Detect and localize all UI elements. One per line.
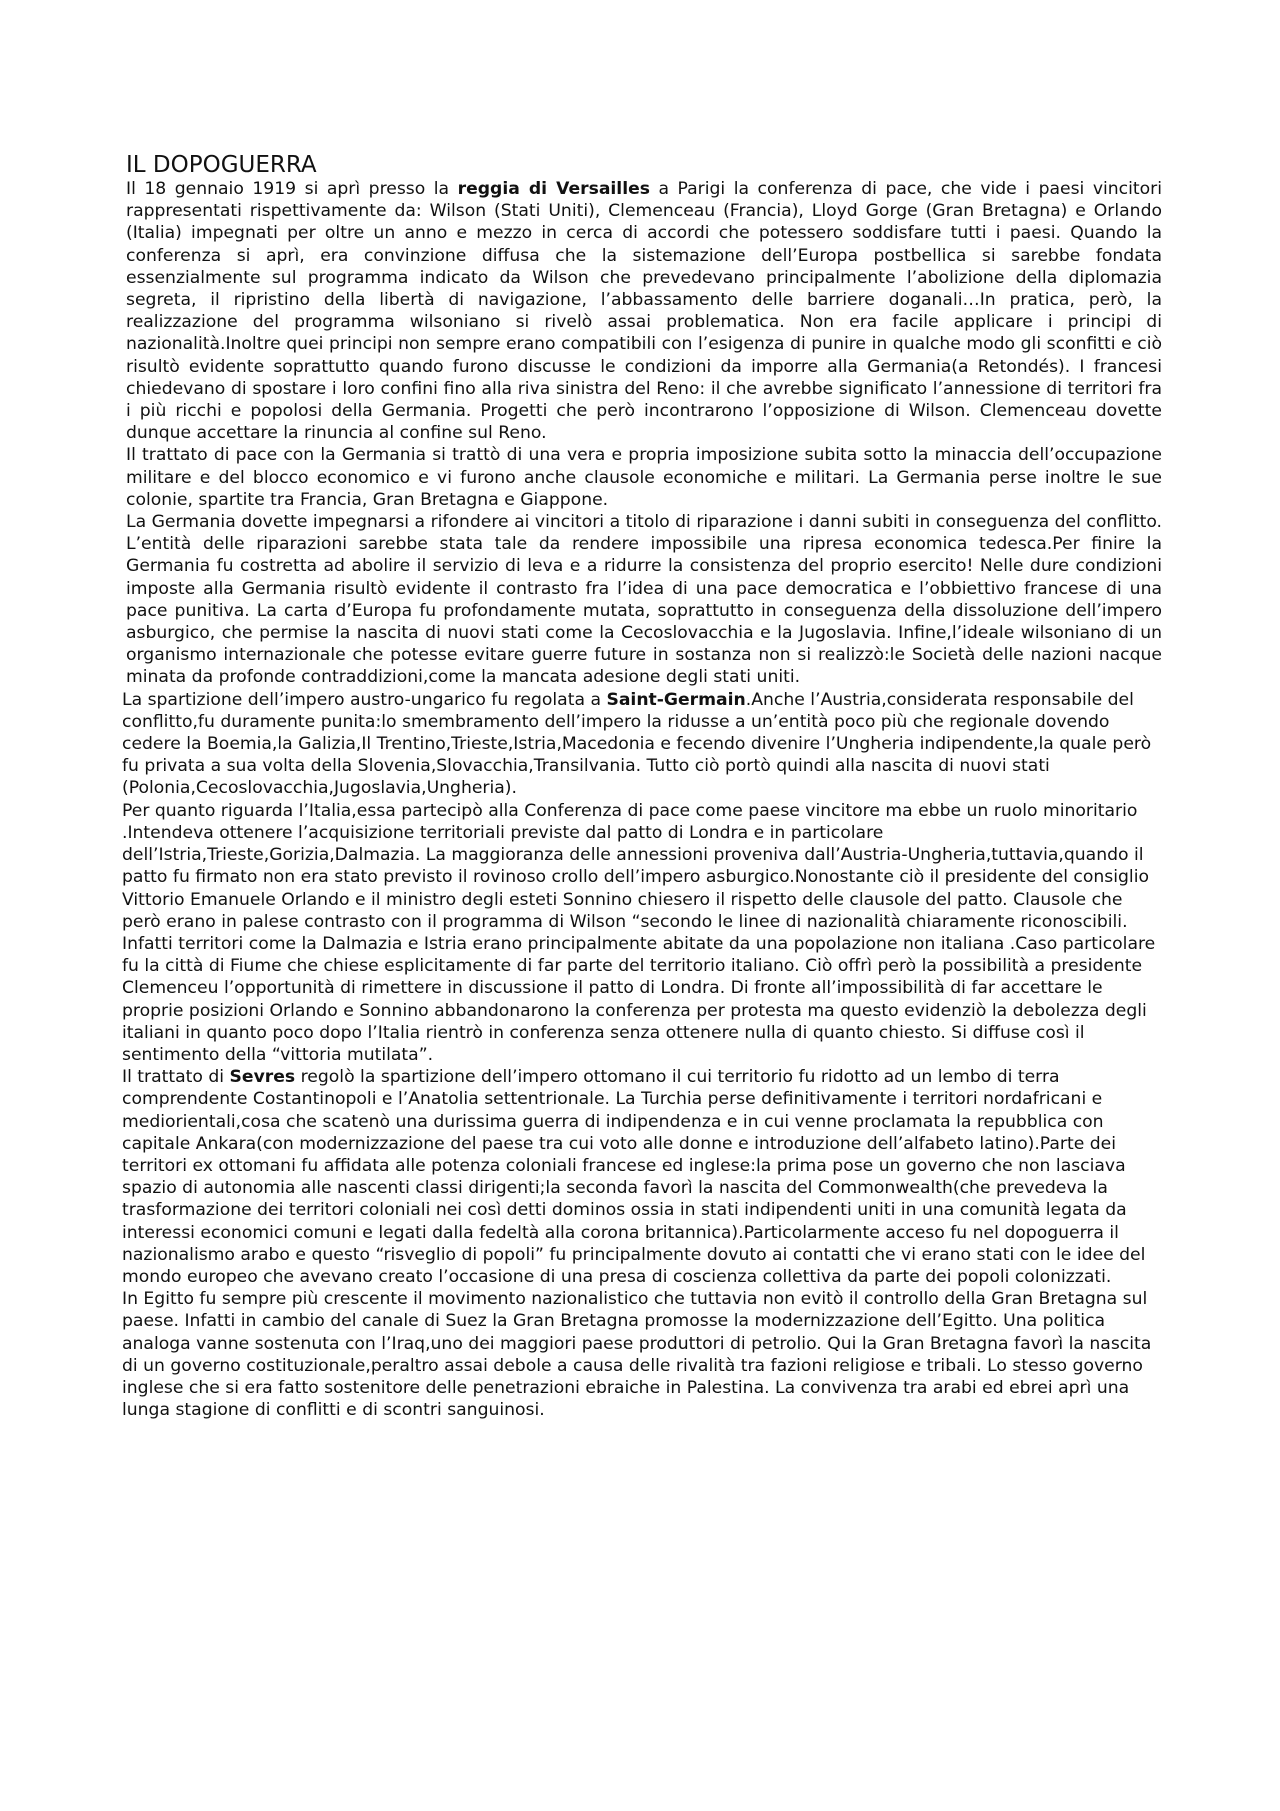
paragraph-saint-germain-text-end: .Anche l’Austria,considerata responsabile del conflitto,fu duramente punita:lo smembramento dell’impero la ridusse a un’entità poco più che regionale dovendo cedere la Boemia,la Galizia,Il Trentino,Trieste,Istria,Macedonia e fecendo divenire l’Ungheria indipendente,la quale però fu privata a sua volta della Slovenia,Slovacchia,Transilvania. Tutto ciò portò quindi alla nascita di nuovi stati (Polonia,Cecoslovacchia,Jugoslavia,Ungheria). <box>122 689 1152 799</box>
paragraph-sevres-text-start: Il trattato di <box>122 1067 230 1088</box>
paragraph-sevres <box>122 1066 1162 1288</box>
paragraph-italy: Per quanto riguarda l’Italia,essa partecipò alla Conferenza di pace come paese vincitore ma ebbe un ruolo minoritario .Intendeva ottenere l’acquisizione territoriali previste dal patto di Londra e in particolare dell’Istria,Trieste,Gorizia,Dalmazia. La maggioranza delle annessioni proveniva dall’Austria-Ungheria,tuttavia,quando il patto fu firmato non era stato previsto il rovinoso crollo dell’impero asburgico.Nonostante ciò il presidente del consiglio Vittorio Emanuele Orlando e il ministro degli esteti Sonnino chiesero il rispetto delle clausole del patto. Clausole che però erano in palese contrasto con il programma di Wilson “secondo le linee di nazionalità chiaramente riconoscibili. Infatti territori come la Dalmazia e Istria erano principalmente abitate da una popolazione non italiana .Caso particolare fu la città di Fiume che chiese esplicitamente di far parte del territorio italiano. Ciò offrì però la possibilità a presidente Clemenceu l’opportunità di rimettere in discussione il patto di Londra. Di fronte all’impossibilità di far accettare le proprie posizioni Orlando e Sonnino abbandonarono la conferenza per protesta ma questo evidenziò la debolezza degli italiani in quanto poco dopo l’Italia rientrò in conferenza senza ottenere nulla di quanto chiesto. Si diffuse così il sentimento della “vittoria mutilata”. <box>122 800 1156 1065</box>
paragraph-versailles-text-end: a Parigi la conferenza di pace, che vide i paesi vincitori rappresentati rispettivamente da: Wilson (Stati Uniti), Clemenceau (Francia), Lloyd Gorge (Gran Bretagna) e Orlando (Italia) impegnati per oltre un anno e mezzo in cerca di accordi che potessero soddisfare tutti i paesi. Quando la conferenza si aprì, era convinzione diffusa che la sistemazione dell’Europa postbellica si sarebbe fondata essenzialmente sul programma indicato da Wilson che prevedevano principalmente l’abolizione della diplomazia segreta, il ripristino della libertà di navigazione, l’abbassamento delle barriere doganali…In pratica, però, la realizzazione del programma wilsoniano si rivelò assai problematica. Non era facile applicare i principi di nazionalità.Inoltre quei principi non sempre erano compatibili con l’esigenza di punire in qualche modo gli sconfitti e ciò risultò evidente soprattutto quando furono discusse le condizioni da imporre alla Germania(a Retondés). I francesi chiedevano di spostare i loro confini fino alla riva sinistra del Reno: il che avrebbe significato l’annessione di territori fra i più ricchi e popolosi della Germania. Progetti che però incontrarono l’opposizione di Wilson. Clemenceau dovette dunque accettare la rinuncia al confine sul Reno. <box>126 179 1162 444</box>
paragraph-reparations: La Germania dovette impegnarsi a rifondere ai vincitori a titolo di riparazione i danni subiti in conseguenza del conflitto. L’entità delle riparazioni sarebbe stata tale da rendere impossibile una ripresa economica tedesca.Per finire la Germania fu costretta ad abolire il servizio di leva e a ridurre la consistenza del proprio esercito! Nelle dure condizioni imposte alla Germania risultò evidente il contrasto fra l’idea di una pace democratica e l’obbiettivo francese di una pace punitiva. La carta d’Europa fu profondamente mutata, soprattutto in conseguenza della dissoluzione dell’impero asburgico, che permise la nascita di nuovi stati come la Cecoslovacchia e la Jugoslavia. Infine,l’ideale wilsoniano di un organismo internazionale che potesse evitare guerre future in sostanza non si realizzò:le Società delle nazioni nacque minata da profonde contraddizioni,come la mancata adesione degli stati uniti. <box>126 512 1162 688</box>
document-body <box>122 152 1162 1421</box>
paragraph-sevres-text-end: regolò la spartizione dell’impero ottomano il cui territorio fu ridotto ad un lembo di terra comprendente Costantinopoli e l’Anatolia settentrionale. La Turchia perse definitivamente i territori nordafricani e mediorientali,cosa che scatenò una durissima guerra di indipendenza e in cui venne proclamata la repubblica con capitale Ankara(con modernizzazione del paese tra cui voto alle donne e introduzione dell’alfabeto latino).Parte dei territori ex ottomani fu affidata alle potenza coloniali francese ed inglese:la prima pose un governo che non lasciava spazio di autonomia alle nascenti classi dirigenti;la seconda favorì la nascita del Commonwealth(che prevedeva la trasformazione dei territori coloniali nei così detti dominos ossia in stati indipendenti uniti in una comunità legata da interessi economici comuni e legati dalla fedeltà alla corona britannica).Particolarmente acceso fu nel dopoguerra il nazionalismo arabo e questo “risveglio di popoli” fu principalmente dovuto ai contatti che vi erano stati con le idee del mondo europeo che avevano creato l’occasione di una presa di coscienza collettiva da parte dei popoli colonizzati. <box>122 1067 1146 1287</box>
paragraph-saint-germain <box>122 689 1162 800</box>
paragraph-versailles-text-start: Il 18 gennaio 1919 si aprì presso la <box>126 179 458 199</box>
paragraph-versailles-bold: reggia di Versailles <box>457 179 650 199</box>
paragraph-egypt: In Egitto fu sempre più crescente il movimento nazionalistico che tuttavia non evitò il controllo della Gran Bretagna sul paese. Infatti in cambio del canale di Suez la Gran Bretagna promosse la modernizzazione dell’Egitto. Una politica analoga vanne sostenuta con l’Iraq,uno dei maggiori paese produttori di petrolio. Qui la Gran Bretagna favorì la nascita di un governo costituzionale,peraltro assai debole a causa delle rivalità tra fazioni religiose e tribali. Lo stesso governo inglese che si era fatto sostenitore delle penetrazioni ebraiche in Palestina. La convivenza tra arabi ed ebrei aprì una lunga stagione di conflitti e di scontri sanguinosi. <box>122 1289 1152 1421</box>
paragraph-sevres-bold: Sevres <box>229 1067 296 1088</box>
paragraph-versailles <box>126 178 1162 444</box>
paragraph-saint-germain-bold: Saint-Germain <box>606 689 746 710</box>
paragraph-saint-germain-text-start: La spartizione dell’impero austro-ungarico fu regolata a <box>122 689 607 710</box>
page-title: IL DOPOGUERRA <box>126 152 317 178</box>
paragraph-treaty-germany: Il trattato di pace con la Germania si trattò di una vera e propria imposizione subita sotto la minaccia dell’occupazione militare e del blocco economico e vi furono anche clausole economiche e militari. La Germania perse inoltre le sue colonie, spartite tra Francia, Gran Bretagna e Giappone. <box>126 445 1162 510</box>
